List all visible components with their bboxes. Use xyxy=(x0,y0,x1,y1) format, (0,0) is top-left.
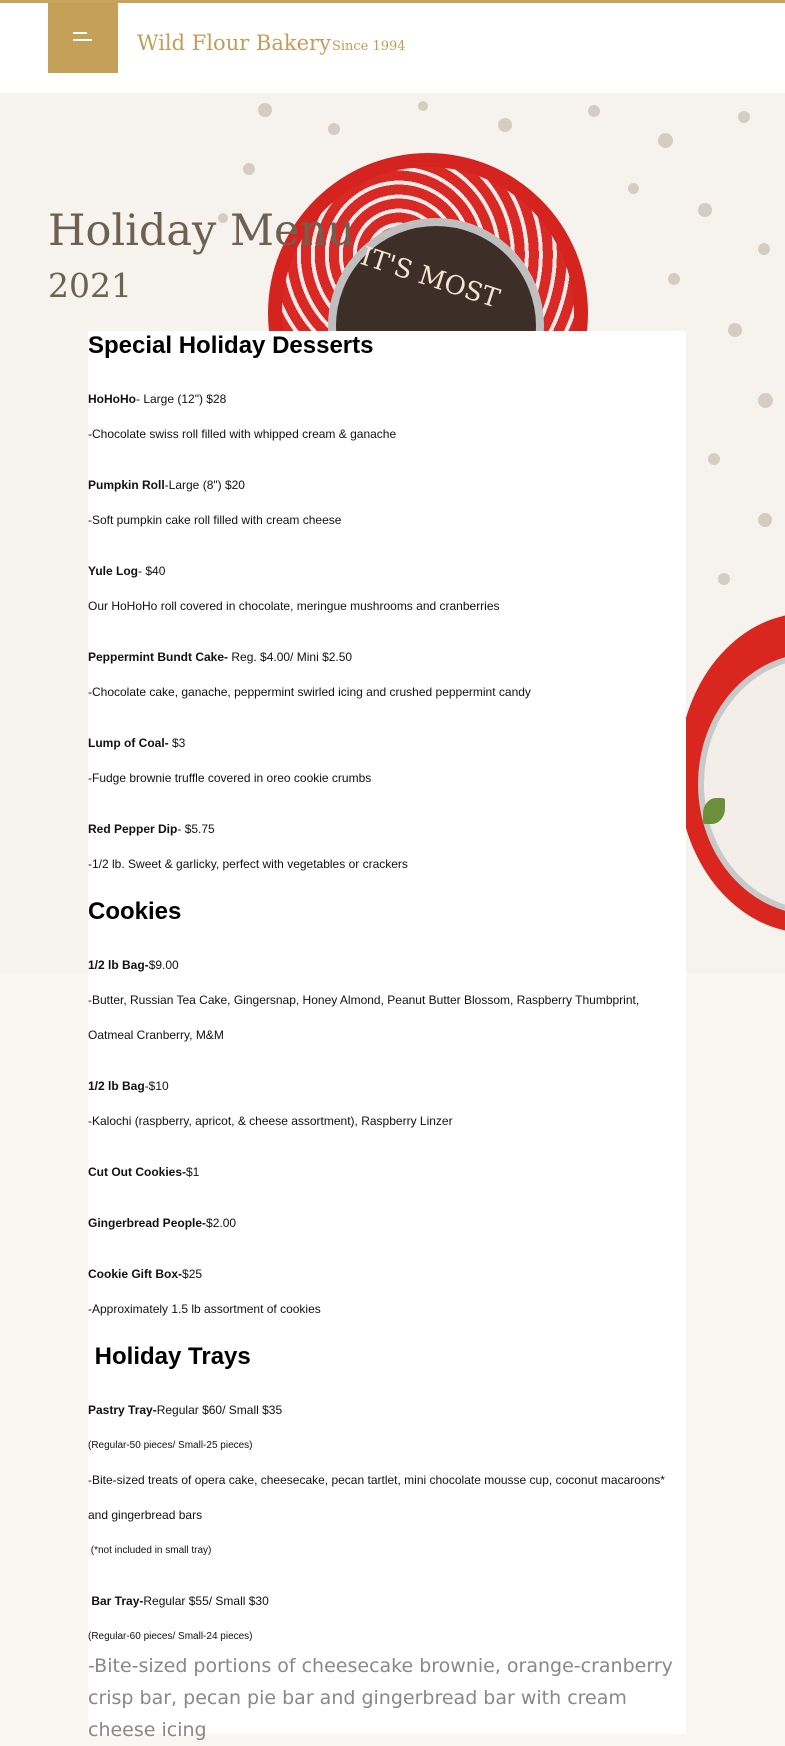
menu-item-desc: -Chocolate swiss roll filled with whipped cream & ganache xyxy=(88,427,397,441)
menu-item-note: (Regular-60 pieces/ Small-24 pieces) xyxy=(88,1631,253,1642)
page-title: Holiday Menu xyxy=(48,206,355,256)
section-title-desserts: Special Holiday Desserts xyxy=(88,332,374,359)
brand-logo[interactable] xyxy=(137,31,406,55)
menu-item-desc: -Soft pumpkin cake roll filled with cream cheese xyxy=(88,513,342,527)
menu-item: Yule Log- $40 xyxy=(88,564,166,578)
menu-item-desc: -1/2 lb. Sweet & garlicky, perfect with vegetables or crackers xyxy=(88,857,408,871)
menu-item-note: (*not included in small tray) xyxy=(88,1545,212,1556)
menu-item: 1/2 lb Bag-$9.00 xyxy=(88,958,179,972)
site-header xyxy=(0,3,785,93)
menu-item-desc: and gingerbread bars xyxy=(88,1508,203,1522)
menu-item-desc: -Fudge brownie truffle covered in oreo cookie crumbs xyxy=(88,771,372,785)
menu-item-desc: -Bite-sized treats of opera cake, cheesecake, pecan tartlet, mini chocolate mousse cup, coconut macaroons* xyxy=(88,1473,665,1487)
section-title-cookies: Cookies xyxy=(88,898,182,925)
menu-item: Lump of Coal- $3 xyxy=(88,736,186,750)
menu-item-desc: -Butter, Russian Tea Cake, Gingersnap, Honey Almond, Peanut Butter Blossom, Raspberry Thumbprint, xyxy=(88,993,640,1007)
menu-item-desc: Oatmeal Cranberry, M&M xyxy=(88,1028,224,1042)
menu-item: Pumpkin Roll-Large (8") $20 xyxy=(88,478,245,492)
brand-since: Since 1994 xyxy=(331,39,406,54)
menu-item-desc: -Chocolate cake, ganache, peppermint swirled icing and crushed peppermint candy xyxy=(88,685,531,699)
menu-item: HoHoHo- Large (12") $28 xyxy=(88,392,227,406)
section-title-trays: Holiday Trays xyxy=(88,1343,251,1370)
menu-item: Red Pepper Dip- $5.75 xyxy=(88,822,215,836)
page-year: 2021 xyxy=(48,266,132,305)
menu-item-desc: -Approximately 1.5 lb assortment of cookies xyxy=(88,1302,321,1316)
menu-item-desc: -Kalochi (raspberry, apricot, & cheese assortment), Raspberry Linzer xyxy=(88,1114,453,1128)
brand-name: Wild Flour Bakery xyxy=(137,31,331,55)
menu-item-desc: Our HoHoHo roll covered in chocolate, meringue mushrooms and cranberries xyxy=(88,599,500,613)
menu-item-note: (Regular-50 pieces/ Small-25 pieces) xyxy=(88,1440,253,1451)
menu-item: Gingerbread People-$2.00 xyxy=(88,1216,237,1230)
menu-item: Cut Out Cookies-$1 xyxy=(88,1165,200,1179)
menu-item: 1/2 lb Bag-$10 xyxy=(88,1079,169,1093)
menu-button[interactable] xyxy=(48,3,118,73)
menu-item: Peppermint Bundt Cake- Reg. $4.00/ Mini $2.50 xyxy=(88,650,353,664)
tin-lettering: IT'S MOST xyxy=(356,241,504,315)
menu-item: Cookie Gift Box-$25 xyxy=(88,1267,203,1281)
menu-item: Bar Tray-Regular $55/ Small $30 xyxy=(88,1594,269,1608)
menu-item-desc: -Bite-sized portions of cheesecake brownie, orange-cranberry crisp bar, pecan pie bar and gingerbread bar with cream cheese icing xyxy=(88,1655,673,1741)
menu-item: Pastry Tray-Regular $60/ Small $35 xyxy=(88,1403,283,1417)
